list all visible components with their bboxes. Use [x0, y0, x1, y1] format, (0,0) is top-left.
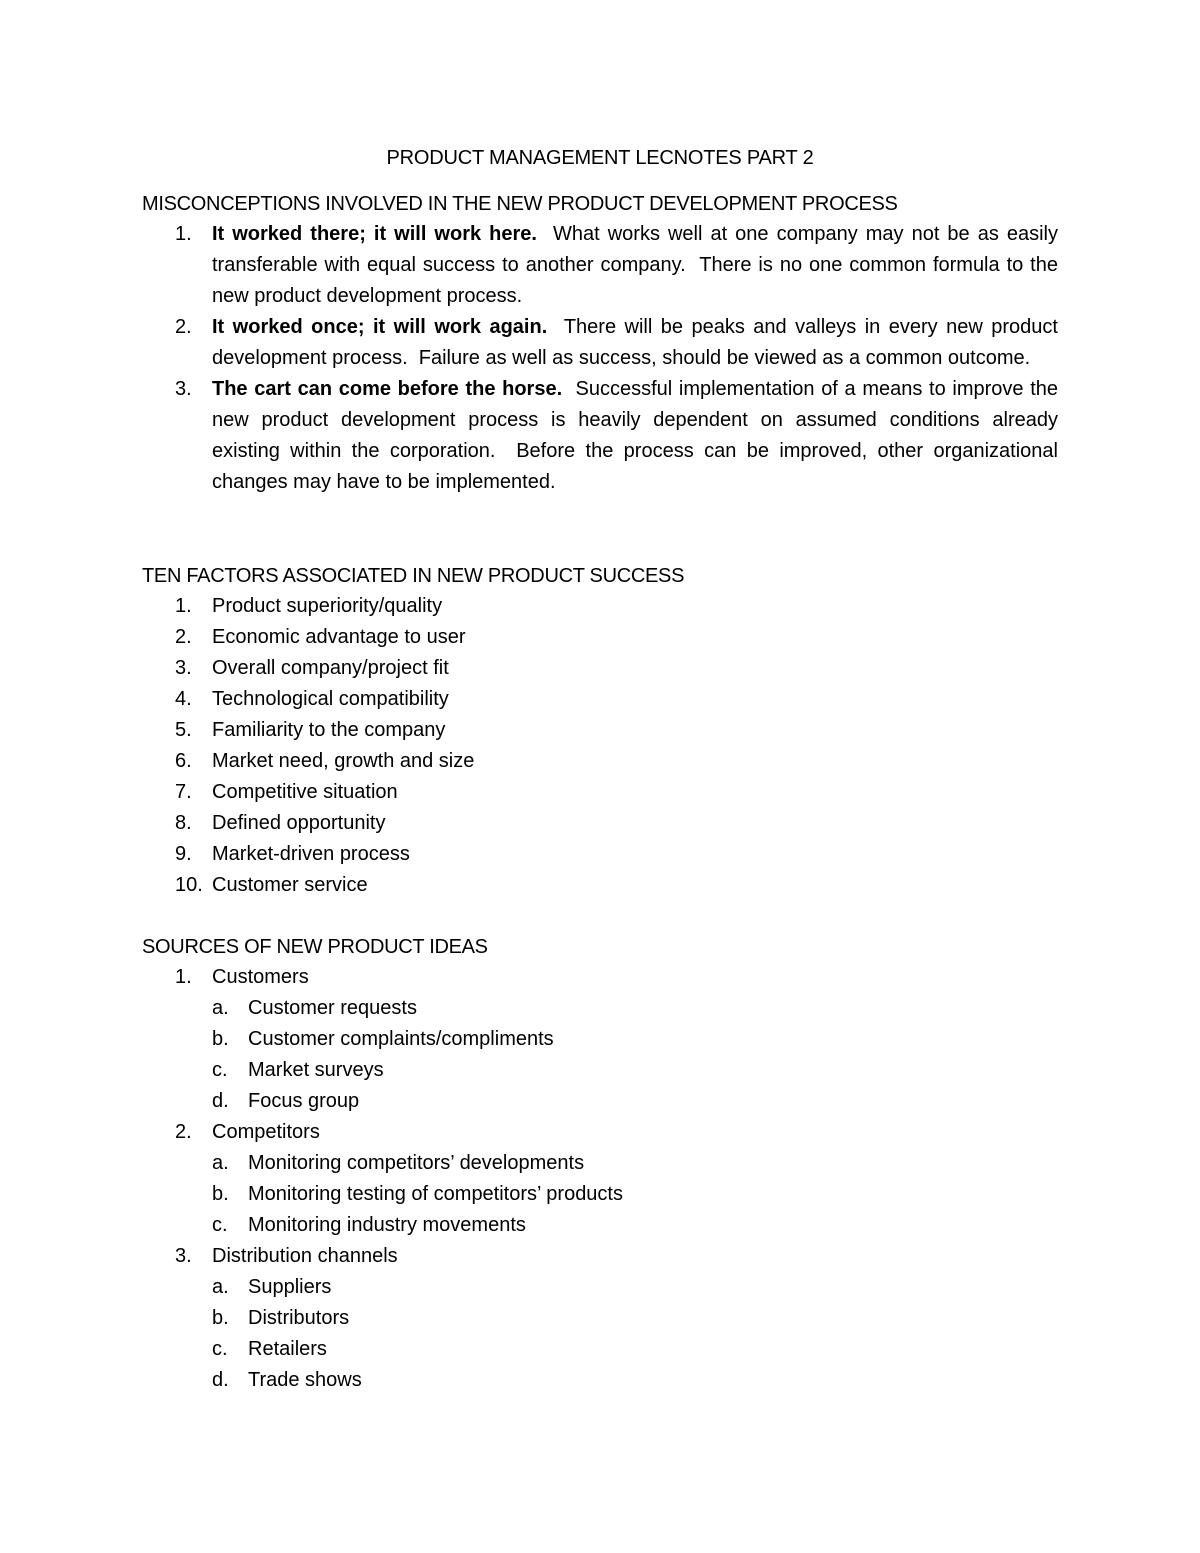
sub-item-text: Customer complaints/compliments — [248, 1028, 554, 1050]
sub-list-letter: a. — [212, 1276, 229, 1298]
list-item — [142, 962, 1058, 1117]
list-number: 1. — [175, 966, 192, 988]
list-item — [142, 746, 1058, 777]
list-item — [142, 622, 1058, 653]
section-heading-idea-sources: SOURCES OF NEW PRODUCT IDEAS — [142, 936, 488, 958]
sub-list — [212, 1148, 1058, 1241]
sub-list — [212, 1272, 1058, 1396]
sub-list-item — [212, 1334, 1058, 1365]
sub-item-text: Suppliers — [248, 1276, 332, 1298]
item-bold-lead: It worked there; it will work here. — [212, 223, 537, 245]
sub-list-item — [212, 1272, 1058, 1303]
list-item — [142, 374, 1064, 498]
sub-list-letter: b. — [212, 1028, 229, 1050]
item-text: Market-driven process — [212, 843, 410, 865]
list-item — [142, 591, 1058, 622]
list-number: 10. — [175, 874, 203, 896]
list-item — [142, 808, 1058, 839]
sub-list-item — [212, 1086, 1058, 1117]
sub-list-letter: a. — [212, 997, 229, 1019]
sub-item-text: Monitoring testing of competitors’ products — [248, 1183, 623, 1205]
success-factors-list — [142, 591, 1058, 901]
section-heading-misconceptions: MISCONCEPTIONS INVOLVED IN THE NEW PRODUCT DEVELOPMENT PROCESS — [142, 193, 898, 215]
sub-item-text: Market surveys — [248, 1059, 384, 1081]
sub-item-text: Monitoring industry movements — [248, 1214, 526, 1236]
list-number: 4. — [175, 688, 192, 710]
list-number: 7. — [175, 781, 192, 803]
sub-list-letter: c. — [212, 1214, 228, 1236]
list-number: 1. — [175, 595, 192, 617]
sub-list-letter: a. — [212, 1152, 229, 1174]
sub-list-letter: d. — [212, 1090, 229, 1112]
sub-list-item — [212, 1365, 1058, 1396]
sub-list-letter: b. — [212, 1307, 229, 1329]
misconceptions-list — [142, 219, 1064, 498]
item-text: Defined opportunity — [212, 812, 386, 834]
sub-item-text: Focus group — [248, 1090, 360, 1112]
list-number: 2. — [175, 316, 192, 338]
item-text: Familiarity to the company — [212, 719, 446, 741]
sub-list-item — [212, 993, 1058, 1024]
sub-list-item — [212, 1024, 1058, 1055]
list-number: 6. — [175, 750, 192, 772]
list-number: 3. — [175, 657, 192, 679]
list-item — [142, 312, 1064, 374]
sub-list-letter: c. — [212, 1338, 228, 1360]
item-text: Technological compatibility — [212, 688, 449, 710]
sub-list — [212, 993, 1058, 1117]
item-bold-lead: It worked once; it will work again. — [212, 316, 548, 338]
list-number: 1. — [175, 223, 192, 245]
page-title: PRODUCT MANAGEMENT LECNOTES PART 2 — [386, 147, 814, 169]
sub-item-text: Customer requests — [248, 997, 417, 1019]
item-text: Overall company/project fit — [212, 657, 449, 679]
sub-item-text: Trade shows — [248, 1369, 362, 1391]
list-number: 9. — [175, 843, 192, 865]
section-heading-success-factors: TEN FACTORS ASSOCIATED IN NEW PRODUCT SUCCESS — [142, 565, 685, 587]
sub-list-item — [212, 1055, 1058, 1086]
item-text: Competitors — [212, 1121, 320, 1143]
sub-item-text: Distributors — [248, 1307, 350, 1329]
list-number: 5. — [175, 719, 192, 741]
list-number: 2. — [175, 626, 192, 648]
list-number: 3. — [175, 1245, 192, 1267]
item-text: Customers — [212, 966, 309, 988]
item-text: Successful implementation of a means to improve the new product development process is heavily dependent on assumed conditions already existing within the corporation. Before the process can be improved, other organizational changes may have to be implemented. — [212, 378, 1064, 493]
list-item — [142, 715, 1058, 746]
sub-item-text: Retailers — [248, 1338, 327, 1360]
item-bold-lead: The cart can come before the horse. — [212, 378, 563, 400]
list-item — [142, 777, 1058, 808]
list-item — [142, 219, 1064, 312]
list-number: 8. — [175, 812, 192, 834]
list-number: 2. — [175, 1121, 192, 1143]
item-text: Distribution channels — [212, 1245, 398, 1267]
list-item — [142, 653, 1058, 684]
item-text: Customer service — [212, 874, 368, 896]
item-text: What works well at one company may not be as easily transferable with equal success to another company. There is no one common formula to the new product development process. — [212, 223, 1064, 307]
idea-sources-list — [142, 962, 1058, 1396]
list-item — [142, 684, 1058, 715]
list-item — [142, 1117, 1058, 1241]
sub-list-letter: b. — [212, 1183, 229, 1205]
sub-list-item — [212, 1148, 1058, 1179]
list-number: 3. — [175, 378, 192, 400]
sub-list-item — [212, 1210, 1058, 1241]
list-item — [142, 839, 1058, 870]
sub-list-item — [212, 1179, 1058, 1210]
list-item — [142, 870, 1058, 901]
list-item — [142, 1241, 1058, 1396]
item-text: Product superiority/quality — [212, 595, 443, 617]
sub-item-text: Monitoring competitors’ developments — [248, 1152, 585, 1174]
item-text: Economic advantage to user — [212, 626, 466, 648]
sub-list-letter: c. — [212, 1059, 228, 1081]
item-text: Market need, growth and size — [212, 750, 475, 772]
sub-list-letter: d. — [212, 1369, 229, 1391]
item-text: There will be peaks and valleys in every new product development process. Failure as well as success, should be viewed as a common outcome. — [212, 316, 1064, 369]
item-text: Competitive situation — [212, 781, 398, 803]
sub-list-item — [212, 1303, 1058, 1334]
